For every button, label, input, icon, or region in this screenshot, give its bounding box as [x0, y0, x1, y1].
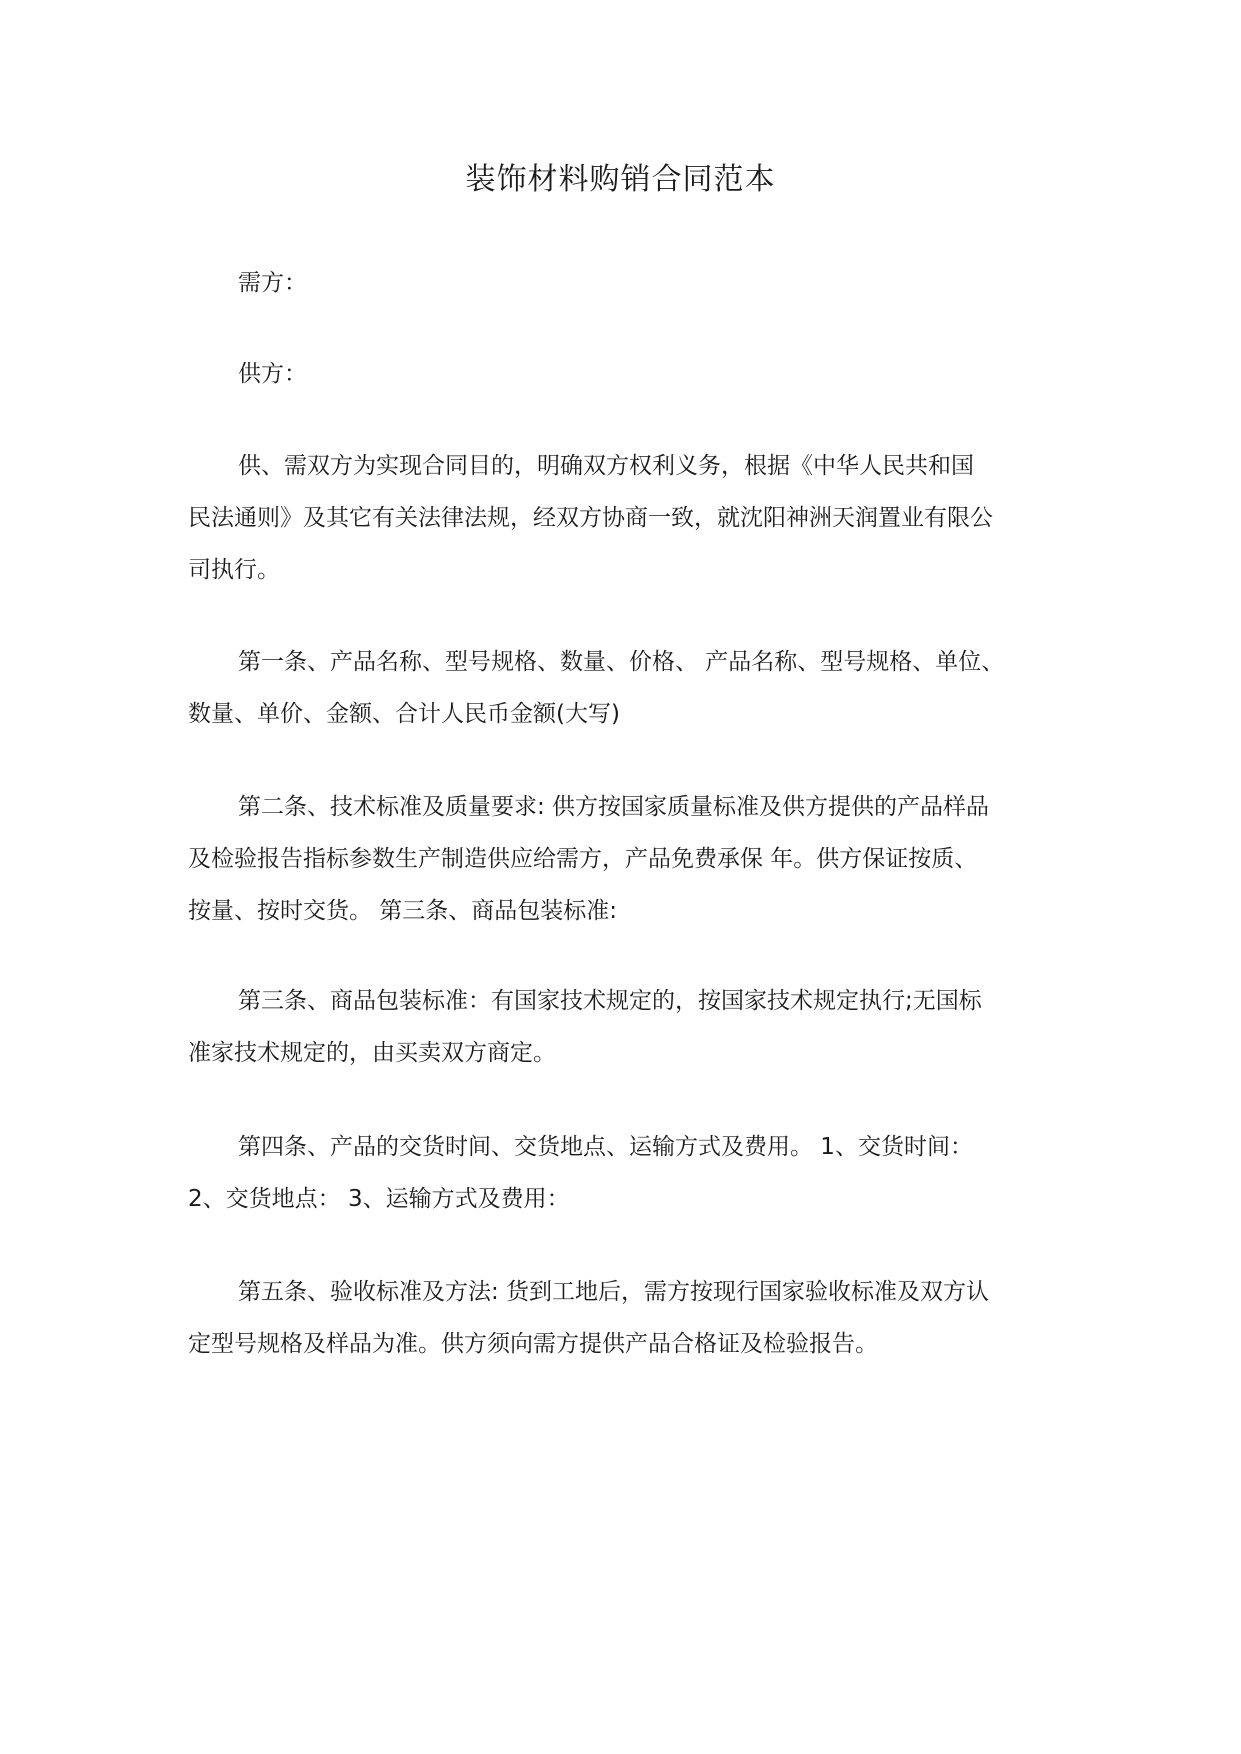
supply-party-label: 供方：: [238, 361, 307, 387]
article-5-line-1: 第五条、验收标准及方法: 货到工地后，需方按现行国家验收标准及双方认: [238, 1279, 990, 1305]
article-5-paragraph: [188, 1266, 1068, 1370]
preamble-line-3: 司执行。: [188, 557, 280, 583]
article-3-line-2: 准家技术规定的，由买卖双方商定。: [188, 1040, 556, 1066]
article-1-line-2: 数量、单价、金额、合计人民币金额(大写): [188, 701, 620, 727]
supply-party-line: [188, 348, 1068, 400]
article-2-line-1: 第二条、技术标准及质量要求: 供方按国家质量标准及供方提供的产品样品: [238, 794, 990, 820]
article-2-paragraph: [188, 781, 1068, 937]
article-2-line-2: 及检验报告指标参数生产制造供应给需方，产品免费承保 年。供方保证按质、: [188, 846, 978, 872]
article-4-line-2: 2、交货地点： 3、运输方式及费用：: [188, 1186, 570, 1212]
demand-party-line: [188, 257, 1068, 309]
article-2-line-3: 按量、按时交货。 第三条、商品包装标准:: [188, 898, 618, 924]
preamble-line-1: 供、需双方为实现合同目的，明确双方权利义务，根据《中华人民共和国: [238, 453, 974, 479]
article-5-line-2: 定型号规格及样品为准。供方须向需方提供产品合格证及检验报告。: [188, 1331, 878, 1357]
article-1-paragraph: [188, 636, 1068, 740]
demand-party-label: 需方：: [238, 270, 307, 296]
preamble-line-2: 民法通则》及其它有关法律法规，经双方协商一致，就沈阳神洲天润置业有限公: [188, 505, 993, 531]
article-3-paragraph: [188, 975, 1068, 1079]
preamble-paragraph: [188, 440, 1068, 596]
article-4-line-1: 第四条、产品的交货时间、交货地点、运输方式及费用。 1、交货时间：: [238, 1134, 973, 1160]
article-3-line-1: 第三条、商品包装标准：有国家技术规定的，按国家技术规定执行;无国标: [238, 988, 982, 1014]
article-1-line-1: 第一条、产品名称、型号规格、数量、价格、 产品名称、型号规格、单位、: [238, 649, 1005, 675]
document-title: 装饰材料购销合同范本: [465, 162, 776, 197]
article-4-paragraph: [188, 1121, 1068, 1225]
